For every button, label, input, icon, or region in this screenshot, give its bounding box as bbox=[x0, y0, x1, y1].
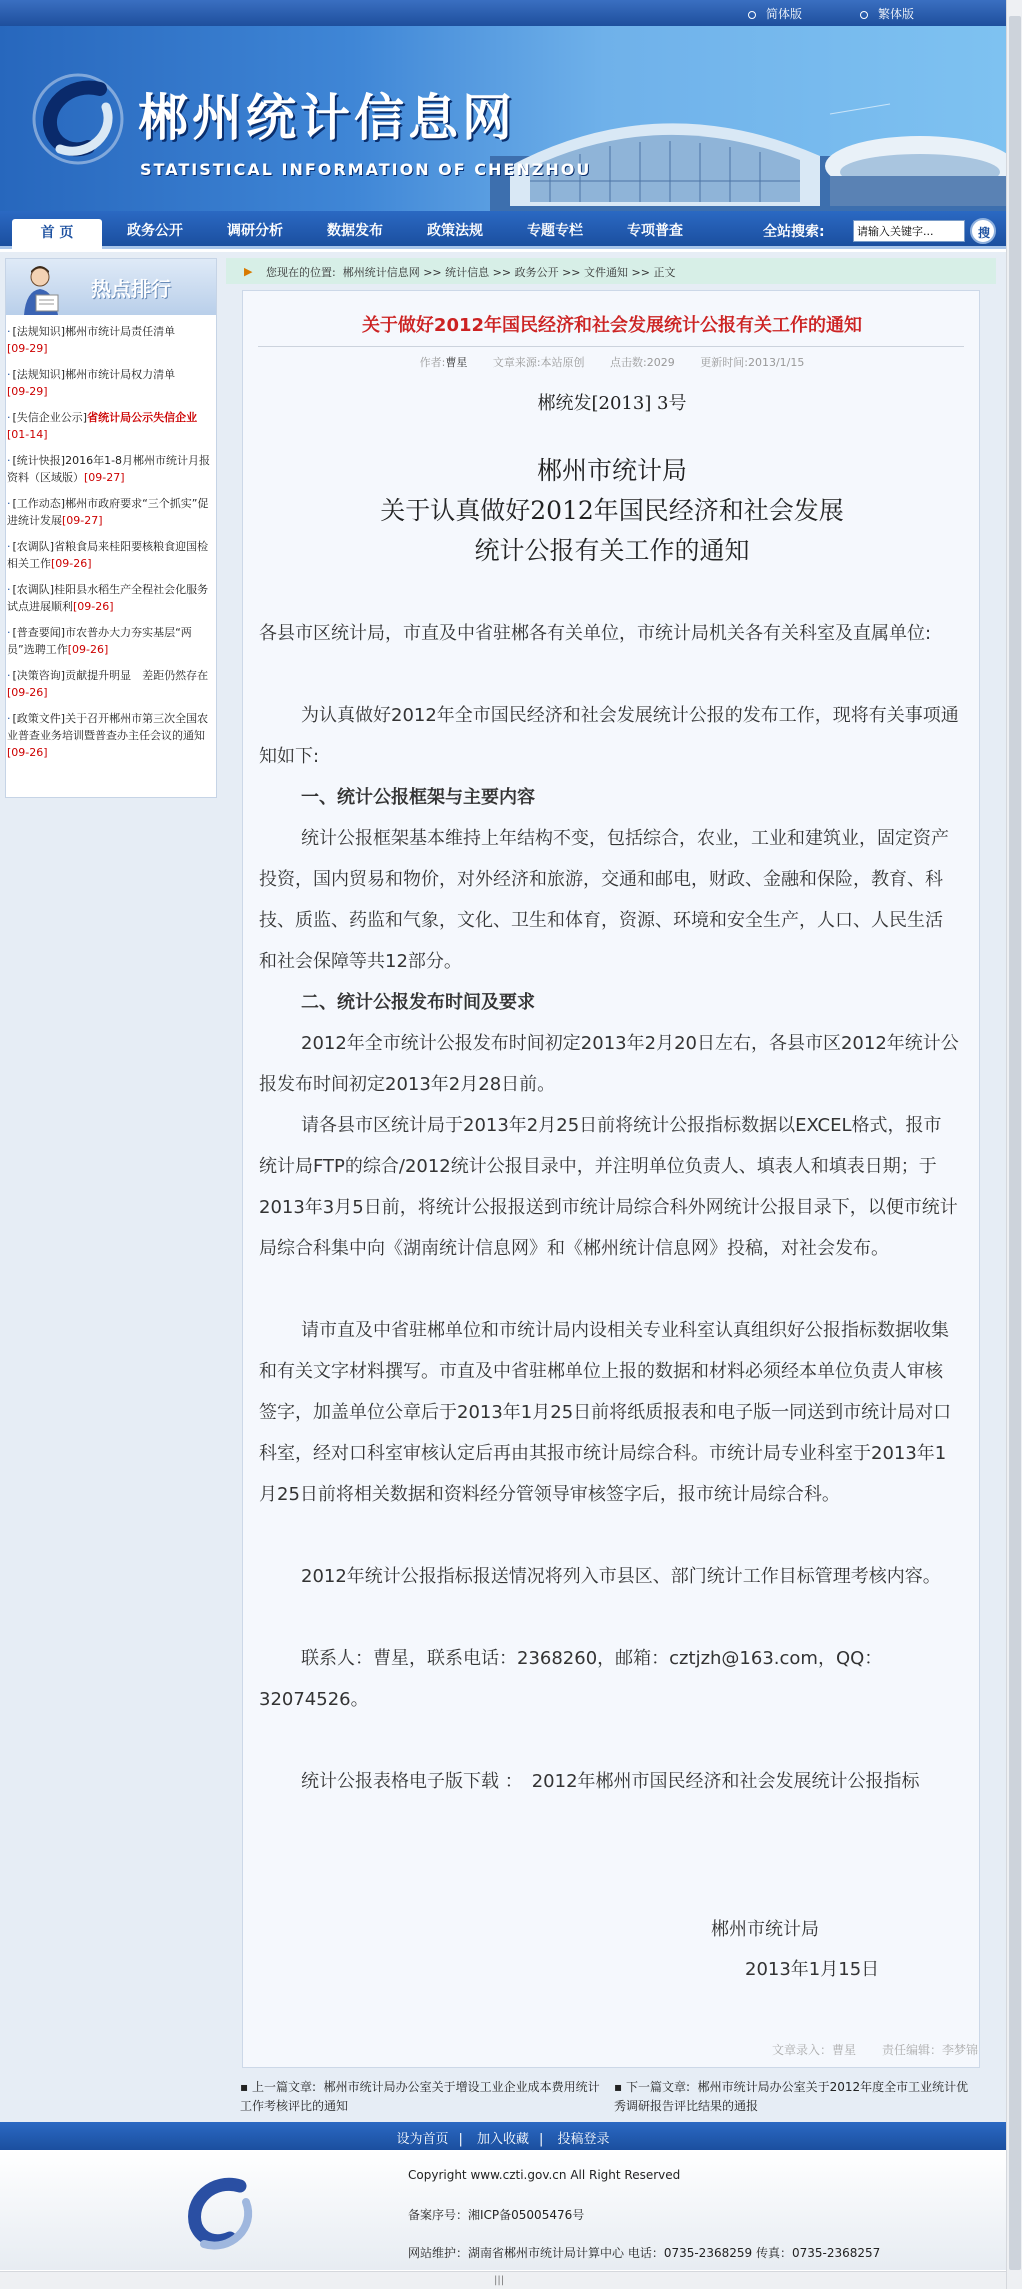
main-nav bbox=[0, 211, 1006, 249]
section-paragraph: 统计公报框架基本维持上年结构不变，包括综合，农业，工业和建筑业，固定资产投资，国内贸易和物价，对外经济和旅游，交通和邮电，财政、金融和保险，教育、科技、质监、药监和气象，文化、卫生和体育，资源、环境和安全生产，人口、人民生活和社会保障等共12部分。 bbox=[259, 828, 949, 972]
signature-date: 2013年1月15日 bbox=[745, 1959, 880, 1980]
breadcrumb bbox=[226, 258, 996, 284]
article-meta: 作者:曹星 文章来源:本站原创 点击数:2029 更新时间:2013/1/15 bbox=[419, 356, 805, 369]
maintainer-text: 网站维护：湖南省郴州市统计局计算中心 电话：0735-2368259 传真：0735-2368257 bbox=[408, 2246, 881, 2260]
nav-item-research[interactable]: 调研分析 bbox=[227, 223, 283, 239]
breadcrumb-item[interactable]: 统计信息 bbox=[445, 266, 490, 279]
nav-item-topics[interactable]: 专题专栏 bbox=[527, 223, 583, 239]
hot-ranking-list bbox=[6, 315, 216, 761]
article bbox=[242, 290, 980, 2068]
person-reading-icon bbox=[18, 263, 66, 315]
breadcrumb-separator: >> bbox=[631, 266, 650, 279]
breadcrumb-label: 您现在的位置: bbox=[266, 266, 336, 279]
search-icon: 搜 bbox=[978, 226, 991, 240]
hot-ranking-header bbox=[6, 259, 216, 315]
stadium-banner-image bbox=[490, 96, 1006, 211]
breadcrumb-item[interactable]: 政务公开 bbox=[514, 266, 559, 279]
next-article-link[interactable]: ▪ 下一篇文章: 郴州市统计局办公室关于2012年度全市工业统计优秀调研报告评比结果的通报 bbox=[614, 2080, 969, 2113]
list-item[interactable]: · [农调队]桂阳县水稻生产全程社会化服务试点进展顺利[09-26] bbox=[7, 583, 209, 613]
article-title: 关于做好2012年国民经济和社会发展统计公报有关工作的通知 bbox=[361, 315, 863, 336]
list-item[interactable]: · [政策文件]关于召开郴州市第三次全国农业普查业务培训暨普查办主任会议的通知[09-26] bbox=[7, 712, 209, 759]
hot-ranking-title: 热点排行 bbox=[91, 277, 171, 301]
breadcrumb-separator: >> bbox=[423, 266, 442, 279]
document-heading-line: 关于认真做好2012年国民经济和社会发展 bbox=[380, 496, 844, 525]
nav-item-census[interactable]: 专项普查 bbox=[627, 223, 683, 239]
list-item[interactable]: · [工作动态]郴州市政府要求“三个抓实”促进统计发展[09-27] bbox=[7, 497, 209, 527]
nav-item-home[interactable]: 首 页 bbox=[12, 219, 102, 249]
breadcrumb-item[interactable]: 郴州统计信息网 bbox=[342, 266, 420, 279]
hot-ranking-panel bbox=[5, 258, 217, 798]
intro-paragraph: 为认真做好2012年全市国民经济和社会发展统计公报的发布工作，现将有关事项通知如下: bbox=[259, 705, 959, 767]
list-item[interactable]: · [统计快报]2016年1-8月郴州市统计月报资料（区域版）[09-27] bbox=[7, 454, 211, 484]
list-item[interactable]: · [失信企业公示]省统计局公示失信企业[01-14] bbox=[7, 411, 198, 441]
list-item[interactable]: · [决策咨询]贡献提升明显 差距仍然存在[09-26] bbox=[7, 669, 209, 699]
addressee-paragraph: 各县市区统计局，市直及中省驻郴各有关单位，市统计局机关各有关科室及直属单位: bbox=[259, 623, 932, 644]
section-paragraph: 请市直及中省驻郴单位和市统计局内设相关专业科室认真组织好公报指标数据收集和有关文字材料撰写。市直及中省驻郴单位上报的数据和材料必须经本单位负责人审核签字，加盖单位公章后于2013年1月25日前将纸质报表和电子版一同送到市统计局对口科室，经对口科室审核认定后再由其报市统计局综合科。市统计局专业科室于2013年1月25日前将相关数据和资料经分管领导审核签字后，报市统计局综合科。 bbox=[259, 1320, 952, 1505]
horizontal-scrollbar[interactable] bbox=[0, 2271, 1006, 2289]
nav-item-data[interactable]: 数据发布 bbox=[327, 223, 383, 239]
breadcrumb-item: 正文 bbox=[653, 266, 676, 279]
prev-article-link[interactable]: ▪ 上一篇文章: 郴州市统计局办公室关于增设工业企业成本费用统计工作考核评比的通知 bbox=[240, 2080, 600, 2113]
breadcrumb-item[interactable]: 文件通知 bbox=[584, 266, 629, 279]
list-item[interactable]: · [农调队]省粮食局来桂阳要核粮食迎国检相关工作[09-26] bbox=[7, 540, 209, 570]
add-favorite-link[interactable]: 加入收藏 bbox=[476, 2132, 529, 2147]
search-input[interactable] bbox=[853, 220, 965, 242]
vertical-scrollbar[interactable] bbox=[1006, 0, 1022, 2289]
site-banner bbox=[0, 26, 1006, 211]
submit-login-link[interactable]: 投稿登录 bbox=[557, 2132, 610, 2147]
breadcrumb-separator: >> bbox=[562, 266, 581, 279]
search-label: 全站搜索: bbox=[763, 224, 825, 240]
main-content bbox=[226, 258, 1001, 2121]
site-title: 郴州统计信息网 bbox=[138, 89, 516, 147]
top-bar bbox=[0, 0, 1006, 26]
list-item[interactable]: · [普查要闻]市农普办大力夯实基层“两员”选聘工作[09-26] bbox=[7, 626, 192, 656]
footer-nav: 设为首页 | 加入收藏 | 投稿登录 bbox=[0, 2122, 1006, 2150]
site-logo-icon bbox=[30, 71, 126, 167]
footer-logo-icon bbox=[176, 2170, 266, 2256]
section-paragraph: 请各县市区统计局于2013年2月25日前将统计公报指标数据以EXCEL格式，报市统计局FTP的综合/2012统计公报目录中，并注明单位负责人、填表人和填表日期；于2013年3月5日前，将统计公报报送到市统计局综合科外网统计公报目录下，以便市统计局综合科集中向《湖南统计信息网》和《郴州统计信息网》投稿，对社会发布。 bbox=[259, 1115, 958, 1259]
copyright-text: Copyright www.czti.gov.cn All Right Reserved bbox=[408, 2168, 681, 2182]
set-homepage-link[interactable]: 设为首页 bbox=[396, 2132, 449, 2147]
lang-traditional-link[interactable]: 繁体版 bbox=[860, 5, 914, 22]
nav-item-government[interactable]: 政务公开 bbox=[127, 223, 183, 239]
scrollbar-grip-icon: ||| bbox=[494, 2275, 505, 2286]
icp-text: 备案序号：湘ICP备05005476号 bbox=[408, 2208, 585, 2222]
search-button[interactable] bbox=[970, 218, 996, 244]
lang-simplified-link[interactable]: 简体版 bbox=[748, 5, 802, 22]
section-heading: 一、统计公报框架与主要内容 bbox=[301, 787, 535, 808]
section-paragraph: 2012年全市统计公报发布时间初定2013年2月20日左右，各县市区2012年统计公报发布时间初定2013年2月28日前。 bbox=[259, 1033, 959, 1095]
document-heading-line: 郴州市统计局 bbox=[536, 456, 687, 485]
signature-org: 郴州市统计局 bbox=[711, 1919, 819, 1940]
title-divider bbox=[258, 346, 964, 347]
list-item[interactable]: · [法规知识]郴州市统计局责任清单 [09-29] bbox=[7, 325, 176, 355]
section-heading: 二、统计公报发布时间及要求 bbox=[301, 992, 535, 1013]
footer bbox=[0, 2150, 1006, 2270]
article-editors: 文章录入：曹星 责任编辑：李梦锦 bbox=[771, 2043, 978, 2057]
section-paragraph: 2012年统计公报指标报送情况将列入市县区、部门统计工作目标管理考核内容。 bbox=[301, 1566, 941, 1587]
site-subtitle: STATISTICAL INFORMATION OF CHENZHOU bbox=[140, 160, 592, 179]
prev-next-nav bbox=[226, 2078, 1001, 2118]
nav-item-policy[interactable]: 政策法规 bbox=[427, 223, 483, 239]
breadcrumb-arrow-icon: ▶ bbox=[244, 265, 253, 278]
contact-paragraph: 联系人：曹星，联系电话：2368260，邮箱：cztjzh@163.com，QQ：32074526。 bbox=[259, 1648, 883, 1710]
list-item[interactable]: · [法规知识]郴州市统计局权力清单 [09-29] bbox=[7, 368, 176, 398]
document-heading-line: 统计公报有关工作的通知 bbox=[474, 536, 750, 565]
document-number: 郴统发[2013] 3号 bbox=[537, 393, 687, 414]
scrollbar-thumb[interactable] bbox=[1009, 16, 1021, 2270]
download-link[interactable]: 统计公报表格电子版下载 ： 2012年郴州市国民经济和社会发展统计公报指标 bbox=[301, 1771, 920, 1792]
breadcrumb-separator: >> bbox=[492, 266, 512, 279]
